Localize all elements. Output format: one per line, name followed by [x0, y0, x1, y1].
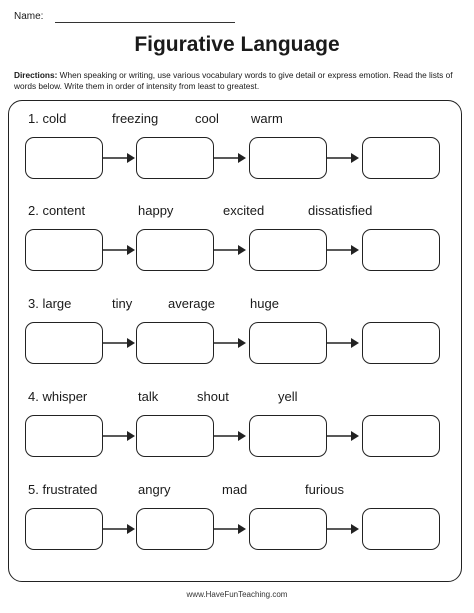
word-5-3: mad	[222, 482, 248, 497]
answer-box-2-1[interactable]	[25, 229, 103, 271]
arrow-right-icon	[214, 151, 246, 165]
word-5-4: furious	[305, 482, 345, 497]
answer-box-5-4[interactable]	[362, 508, 440, 550]
word-group-2	[0, 203, 474, 293]
word-2-2: happy	[138, 203, 174, 218]
word-4-1: 4. whisper	[28, 389, 88, 404]
arrow-right-icon	[327, 151, 359, 165]
name-label: Name:	[14, 11, 44, 22]
answer-box-5-3[interactable]	[249, 508, 327, 550]
word-1-2: freezing	[112, 111, 159, 126]
word-group-3	[0, 296, 474, 386]
arrow-right-icon	[103, 522, 135, 536]
directions-label: Directions:	[14, 70, 58, 80]
arrow-right-icon	[327, 243, 359, 257]
answer-box-3-1[interactable]	[25, 322, 103, 364]
arrow-right-icon	[103, 151, 135, 165]
answer-box-4-1[interactable]	[25, 415, 103, 457]
word-4-4: yell	[278, 389, 298, 404]
word-group-1	[0, 111, 474, 201]
answer-box-1-1[interactable]	[25, 137, 103, 179]
directions-text: When speaking or writing, use various vocabulary words to give detail or express emotion. Read the lists of words below. Write them in order of intensity from least to greatest.	[14, 70, 453, 91]
answer-box-3-3[interactable]	[249, 322, 327, 364]
page-title: Figurative Language	[134, 33, 340, 56]
answer-box-2-4[interactable]	[362, 229, 440, 271]
name-line[interactable]	[55, 22, 235, 23]
answer-box-4-3[interactable]	[249, 415, 327, 457]
arrow-right-icon	[214, 522, 246, 536]
word-group-5	[0, 482, 474, 572]
word-2-3: excited	[223, 203, 265, 218]
answer-box-2-2[interactable]	[136, 229, 214, 271]
answer-box-1-2[interactable]	[136, 137, 214, 179]
answer-box-4-4[interactable]	[362, 415, 440, 457]
word-group-4	[0, 389, 474, 479]
word-4-2: talk	[138, 389, 159, 404]
arrow-right-icon	[103, 336, 135, 350]
answer-box-3-2[interactable]	[136, 322, 214, 364]
word-2-4: dissatisfied	[308, 203, 373, 218]
arrow-right-icon	[103, 243, 135, 257]
arrow-right-icon	[103, 429, 135, 443]
word-3-2: tiny	[112, 296, 133, 311]
word-4-3: shout	[197, 389, 229, 404]
footer-site: www.HaveFunTeaching.com	[186, 590, 288, 599]
answer-box-5-2[interactable]	[136, 508, 214, 550]
arrow-right-icon	[327, 522, 359, 536]
directions	[14, 70, 462, 92]
word-1-4: warm	[251, 111, 283, 126]
arrow-right-icon	[214, 336, 246, 350]
word-5-2: angry	[138, 482, 171, 497]
word-1-3: cool	[195, 111, 219, 126]
answer-box-1-3[interactable]	[249, 137, 327, 179]
word-3-4: huge	[250, 296, 279, 311]
word-2-1: 2. content	[28, 203, 86, 218]
answer-box-2-3[interactable]	[249, 229, 327, 271]
word-3-3: average	[168, 296, 215, 311]
arrow-right-icon	[327, 336, 359, 350]
answer-box-1-4[interactable]	[362, 137, 440, 179]
word-5-1: 5. frustrated	[28, 482, 98, 497]
answer-box-3-4[interactable]	[362, 322, 440, 364]
word-3-1: 3. large	[28, 296, 72, 311]
arrow-right-icon	[214, 243, 246, 257]
answer-box-4-2[interactable]	[136, 415, 214, 457]
answer-box-5-1[interactable]	[25, 508, 103, 550]
arrow-right-icon	[214, 429, 246, 443]
arrow-right-icon	[327, 429, 359, 443]
word-1-1: 1. cold	[28, 111, 67, 126]
